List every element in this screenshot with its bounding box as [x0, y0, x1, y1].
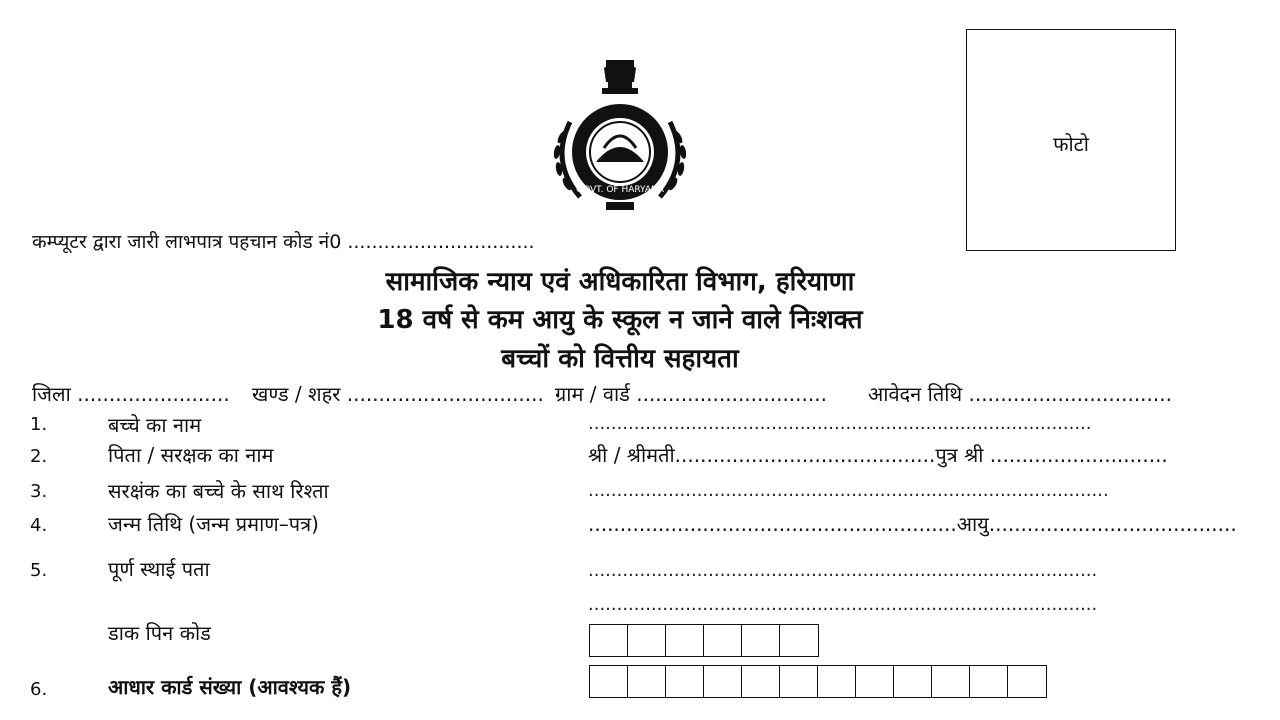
pin-digit-box[interactable] [590, 625, 628, 656]
aadhaar-digit-box[interactable] [970, 666, 1008, 697]
field-number: 1. [30, 414, 48, 435]
pin-code-label: डाक पिन कोड [108, 621, 211, 645]
pin-digit-box[interactable] [666, 625, 704, 656]
aadhaar-digit-box[interactable] [932, 666, 970, 697]
parent-name-label: पिता / सरक्षक का नाम [108, 443, 274, 467]
application-date-field[interactable]: आवेदन तिथि ................................ [868, 382, 1172, 406]
photo-box [966, 29, 1176, 251]
aadhaar-digit-box[interactable] [666, 666, 704, 697]
department-title: सामाजिक न्याय एवं अधिकारिता विभाग, हरियाणा [385, 267, 855, 297]
pin-digit-box[interactable] [742, 625, 780, 656]
pin-digit-box[interactable] [628, 625, 666, 656]
scheme-subtitle: बच्चों को वित्तीय सहायता [501, 344, 739, 374]
scheme-title: 18 वर्ष से कम आयु के स्कूल न जाने वाले निःशक्त [377, 305, 863, 335]
district-field[interactable]: जिला ........................ [32, 382, 230, 406]
birth-date-age-input[interactable]: ..........................................................आयु....................................... [588, 512, 1237, 536]
svg-text:GOVT. OF HARYANA: GOVT. OF HARYANA [576, 185, 664, 195]
field-number: 5. [30, 560, 48, 581]
field-number: 6. [30, 679, 48, 700]
aadhaar-digit-box[interactable] [818, 666, 856, 697]
aadhaar-digit-box[interactable] [1008, 666, 1046, 697]
photo-label: फोटो [1053, 132, 1089, 156]
address-line-1-input[interactable]: ......................................................................................... [588, 560, 1098, 581]
guardian-relation-input[interactable]: ........................................................................................... [588, 480, 1109, 501]
aadhaar-digit-box[interactable] [704, 666, 742, 697]
aadhaar-digit-box[interactable] [628, 666, 666, 697]
pin-digit-box[interactable] [780, 625, 818, 656]
child-name-label: बच्चे का नाम [108, 413, 202, 437]
guardian-relation-label: सरक्षंक का बच्चे के साथ रिश्ता [108, 479, 329, 503]
pin-digit-box[interactable] [704, 625, 742, 656]
field-number: 3. [30, 481, 48, 502]
aadhaar-digit-box[interactable] [894, 666, 932, 697]
parent-name-input[interactable]: श्री / श्रीमती.........................................पुत्र श्री ............................ [588, 443, 1168, 467]
aadhaar-label: आधार कार्ड संख्या (आवश्यक हैं) [108, 675, 352, 699]
village-ward-field[interactable]: ग्राम / वार्ड .............................. [555, 382, 827, 406]
block-city-field[interactable]: खण्ड / शहर ............................... [252, 382, 544, 406]
aadhaar-digit-box[interactable] [856, 666, 894, 697]
aadhaar-digit-box[interactable] [742, 666, 780, 697]
field-number: 2. [30, 446, 48, 467]
aadhaar-digit-box[interactable] [590, 666, 628, 697]
permanent-address-label: पूर्ण स्थाई पता [108, 557, 210, 581]
beneficiary-code-line: कम्प्यूटर द्वारा जारी लाभपात्र पहचान कोड नं0 ............................... [32, 231, 535, 253]
field-number: 4. [30, 515, 48, 536]
birth-date-label: जन्म तिथि (जन्म प्रमाण–पत्र) [108, 512, 319, 536]
pin-code-boxes[interactable] [589, 624, 819, 657]
address-line-2-input[interactable]: ......................................................................................... [588, 594, 1098, 615]
haryana-emblem-icon [540, 52, 700, 222]
aadhaar-digit-box[interactable] [780, 666, 818, 697]
child-name-input[interactable]: ........................................................................................ [588, 413, 1092, 434]
aadhaar-number-boxes[interactable] [589, 665, 1047, 698]
